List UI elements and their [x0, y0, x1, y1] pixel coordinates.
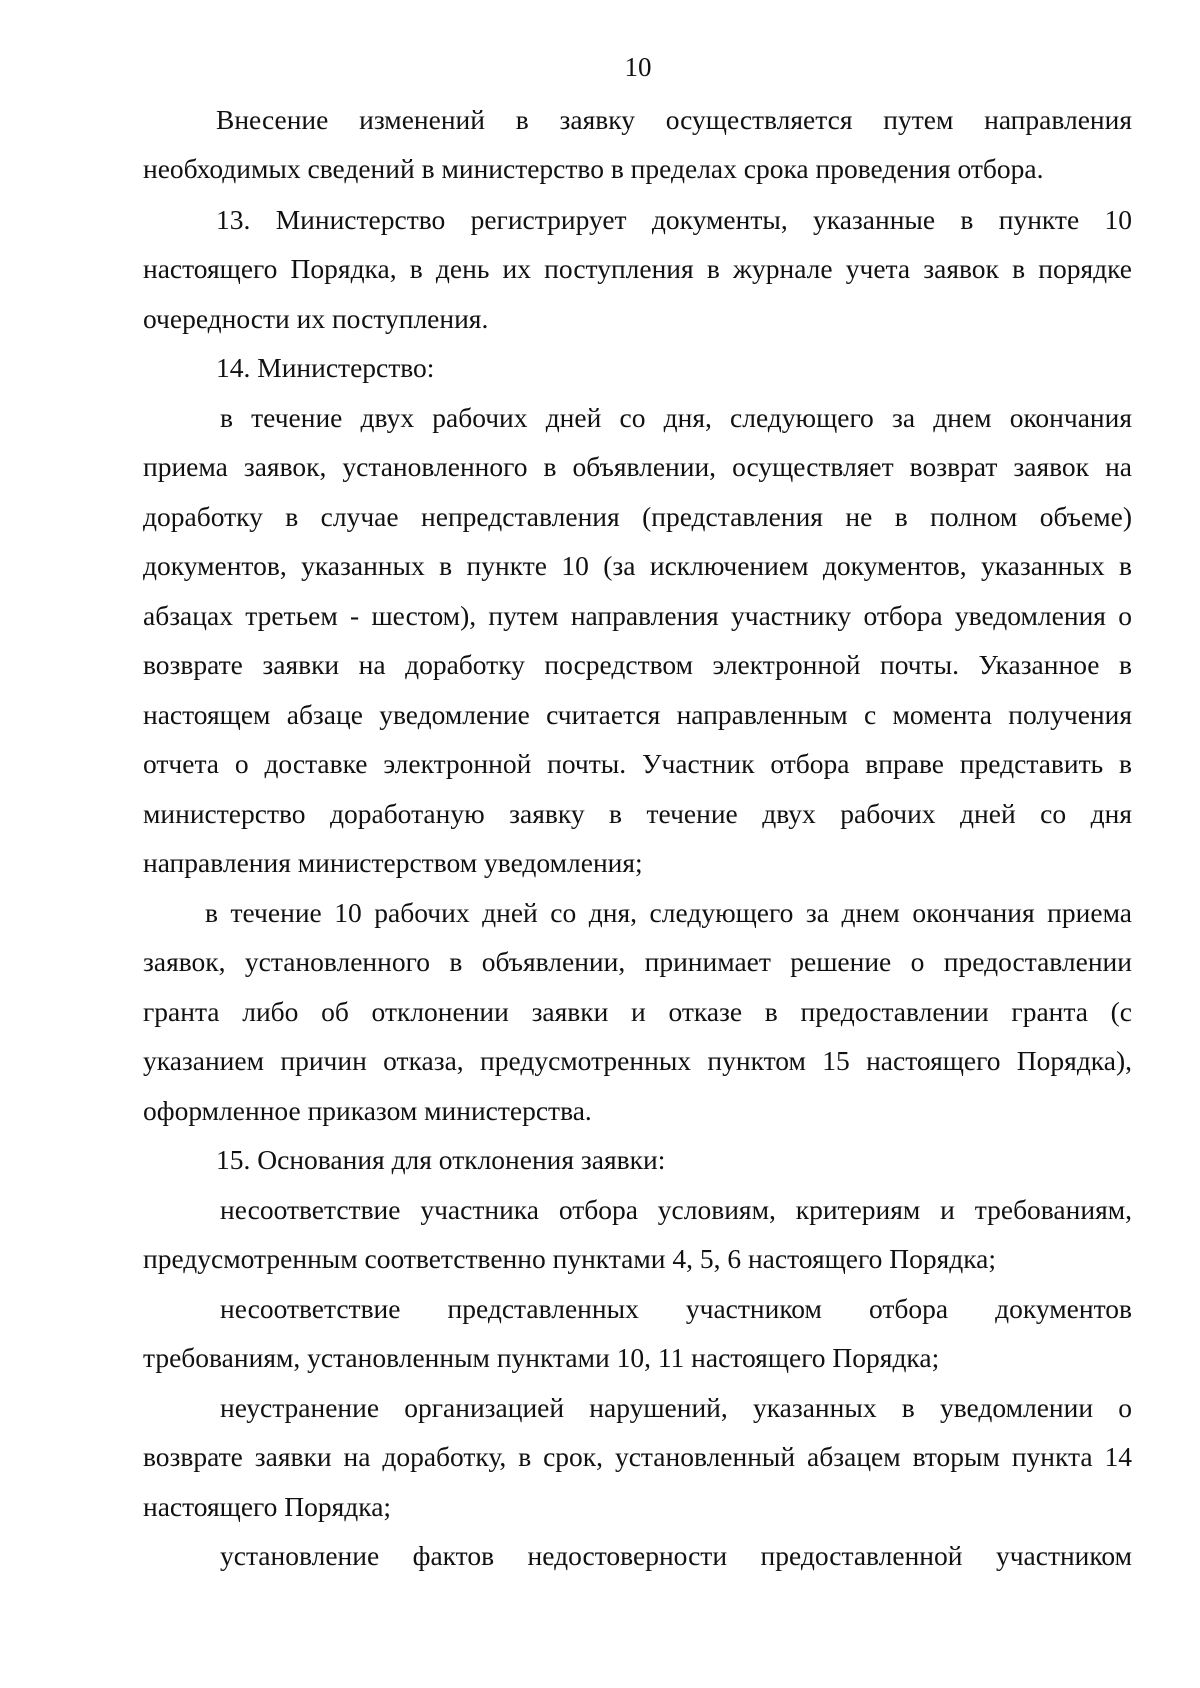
text-line: очередности их поступления.: [143, 303, 489, 334]
text-line: доработку в случае непредставления (представления не в полном объеме): [143, 501, 1132, 532]
text-line: гранта либо об отклонении заявки и отказе в предоставлении гранта (с: [143, 996, 1132, 1027]
text-line: установление фактов недостоверности предоставленной участником: [220, 1540, 1132, 1571]
text-line: оформленное приказом министерства.: [143, 1095, 592, 1126]
text-line: документов, указанных в пункте 10 (за исключением документов, указанных в: [143, 550, 1132, 581]
text-line: приема заявок, установленного в объявлении, осуществляет возврат заявок на: [143, 451, 1132, 482]
text-line: отчета о доставке электронной почты. Участник отбора вправе представить в: [143, 748, 1132, 779]
text-line: министерство доработаную заявку в течение двух рабочих дней со дня: [143, 798, 1132, 829]
text-line: несоответствие участника отбора условиям, критериям и требованиям,: [220, 1194, 1132, 1225]
text-line: неустранение организацией нарушений, указанных в уведомлении о: [220, 1392, 1132, 1423]
text-line: необходимых сведений в министерство в пределах срока проведения отбора.: [143, 153, 1044, 184]
text-line: настоящего Порядка, в день их поступления в журнале учета заявок в порядке: [143, 253, 1132, 284]
text-line: 14. Министерство:: [216, 352, 435, 383]
text-line: Внесение изменений в заявку осуществляется путем направления: [216, 104, 1132, 135]
text-line: направления министерством уведомления;: [143, 847, 643, 878]
text-line: возврате заявки на доработку, в срок, установленный абзацем вторым пункта 14: [143, 1441, 1132, 1472]
text-line: 13. Министерство регистрирует документы, указанные в пункте 10: [216, 204, 1132, 235]
text-line: несоответствие представленных участником отбора документов: [220, 1293, 1132, 1324]
text-line: возврате заявки на доработку посредством электронной почты. Указанное в: [143, 649, 1132, 680]
text-line: заявок, установленного в объявлении, принимает решение о предоставлении: [143, 946, 1132, 977]
text-line: в течение двух рабочих дней со дня, следующего за днем окончания: [220, 402, 1132, 433]
text-line: указанием причин отказа, предусмотренных пунктом 15 настоящего Порядка),: [143, 1045, 1132, 1076]
text-line: настоящего Порядка;: [143, 1491, 392, 1522]
text-line: настоящем абзаце уведомление считается направленным с момента получения: [143, 699, 1132, 730]
text-line: требованиям, установленным пунктами 10, 11 настоящего Порядка;: [143, 1342, 940, 1373]
text-line: абзацах третьем - шестом), путем направления участнику отбора уведомления о: [143, 600, 1132, 631]
page-number: 10: [624, 52, 652, 82]
text-line: в течение 10 рабочих дней со дня, следующего за днем окончания приема: [205, 897, 1132, 928]
text-line: предусмотренным соответственно пунктами 4, 5, 6 настоящего Порядка;: [143, 1243, 997, 1274]
text-line: 15. Основания для отклонения заявки:: [216, 1144, 666, 1175]
